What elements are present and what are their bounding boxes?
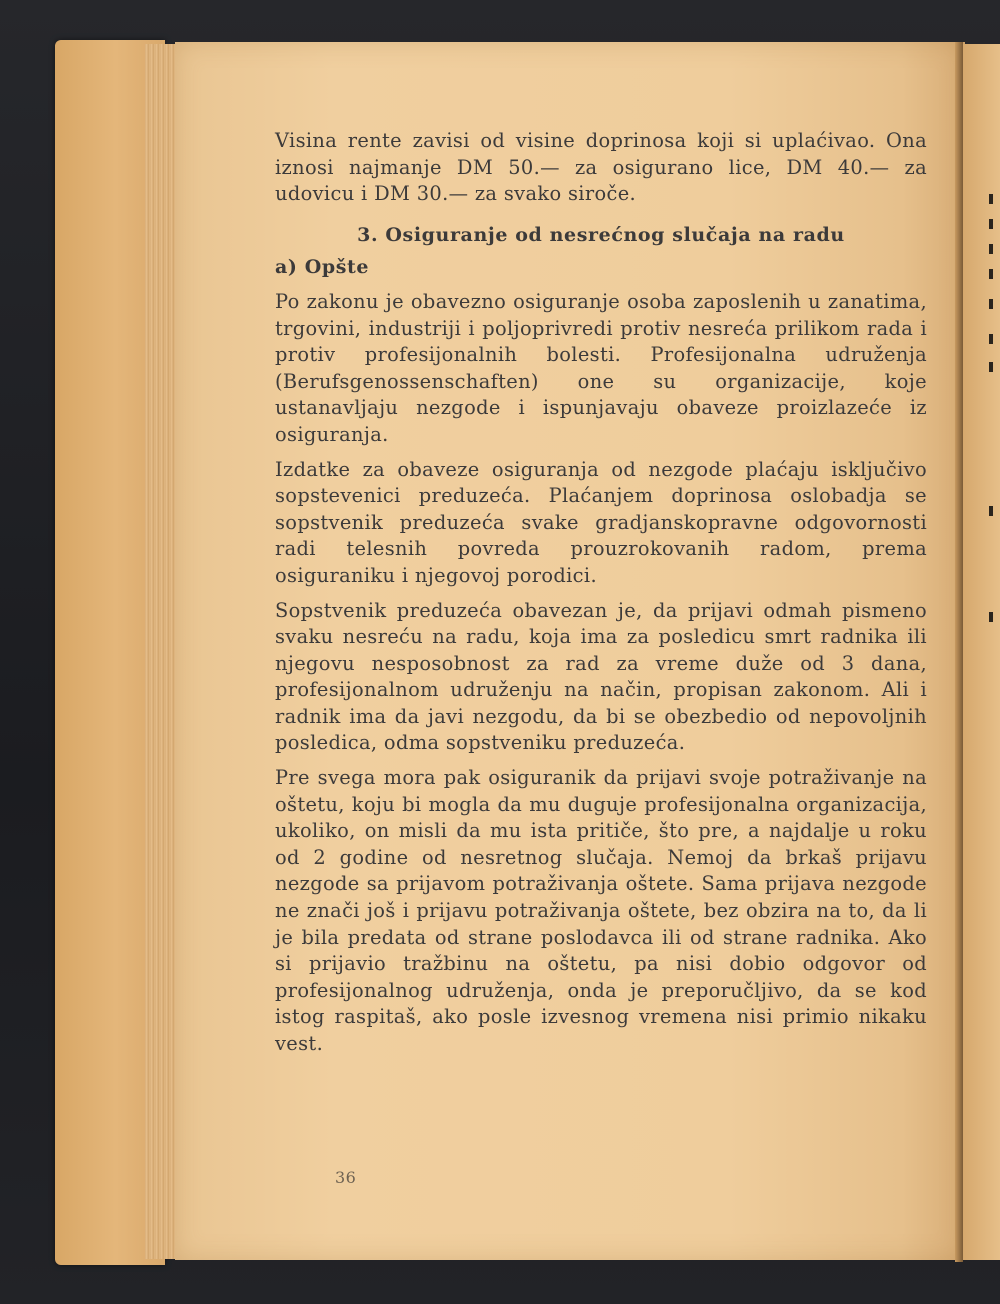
page-text (275, 128, 927, 1066)
paragraph-costs: Izdatke za obaveze osiguranja od nezgode plaćaju isključivo sopstevenici preduzeća. Plaćanjem doprinosa oslobadja se sopstvenik preduzeća svake gradjanskopravne odgovornosti radi telesnih povreda prouzrokovanih radom, prema osiguraniku i njegovoj porodici. (275, 457, 927, 587)
subheading-general: a) Opšte (275, 256, 370, 279)
section-heading: 3. Osiguranje od nesrećnog slučaja na radu (357, 223, 845, 246)
facing-page-edge (963, 44, 1000, 1260)
page-number: 36 (335, 1168, 357, 1187)
paragraph-pension-amount: Visina rente zavisi od visine doprinosa koji si uplaćivao. Ona iznosi najmanje DM 50.— za osigurano lice, DM 40.— za udovicu i DM 30.— za svako siroče. (275, 129, 927, 206)
paragraph-mandatory-insurance: Po zakonu je obavezno osiguranje osoba zaposlenih u zanatima, trgovini, industriji i poljoprivredi protiv nesreća prilikom rada i protiv profesijonalnih bolesti. Profesijonalna udruženja (Berufsgenossenschaften) one su organizacije, koje ustanavljaju nezgode i ispunjavaju obaveze proizlazeće iz osiguranja. (275, 289, 927, 446)
book-gutter (955, 42, 963, 1262)
paragraph-claim-filing: Pre svega mora pak osiguranik da prijavi svoje potraživanje na oštetu, koju bi mogla da mu duguje profesijonalna organizacija, ukoliko, on misli da mu ista pritiče, što pre, a najdalje u roku od 2 godine od nesretnog slučaja. Nemoj da brkaš prijavu nezgode sa prijavom potraživanja oštete. Sama prijava nezgode ne znači još i prijavu potraživanja oštete, bez obzira na to, da li je bila predata od strane poslodavca ili od strane radnika. Ako si prijavio tražbinu na oštetu, pa nisi dobio odgovor od profesijonalnog udruženja, onda je preporučljivo, da se kod istog raspitaš, ako posle izvesnog vremena nisi primio nikaku vest. (275, 766, 927, 1055)
paragraph-employer-duty: Sopstvenik preduzeća obavezan je, da prijavi odmah pismeno svaku nesreću na radu, koja ima za posledicu smrt radnika ili njegovu nesposobnost za rad za vreme duže od 3 dana, profesijonalnom udruženju na način, propisan zakonom. Ali i radnik ima da javi nezgodu, da bi se obezbedio od nepovoljnih posledica, odma sopstveniku preduzeća. (275, 598, 927, 755)
